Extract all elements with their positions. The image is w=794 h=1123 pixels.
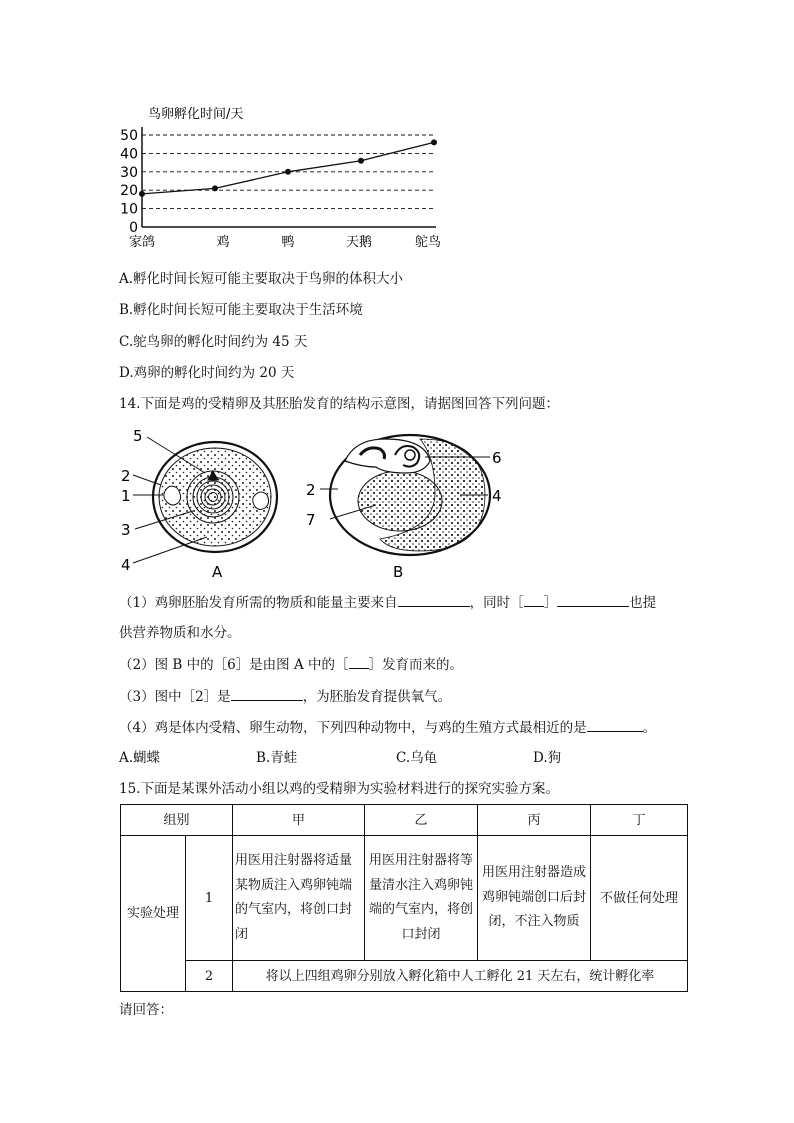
q14-options bbox=[119, 749, 679, 767]
q13-option-a: A.孵化时间长短可能主要取决于鸟卵的体积大小 bbox=[119, 271, 404, 287]
fig-b-label-6: 6 bbox=[492, 449, 502, 467]
header-yi: 乙 bbox=[365, 805, 478, 836]
header-group: 组别 bbox=[121, 805, 233, 836]
y-tick-label: 30 bbox=[120, 164, 138, 181]
series-line bbox=[142, 142, 434, 194]
q14-option-d: D.狗 bbox=[533, 750, 562, 766]
q14-sub1: （1）鸡卵胚胎发育所需的物质和能量主要来自 ，同时［ ］ 也提 bbox=[119, 595, 657, 611]
answer-blank[interactable] bbox=[231, 687, 303, 701]
data-point bbox=[212, 185, 218, 191]
figure-b-embryo bbox=[300, 425, 515, 585]
answer-blank[interactable] bbox=[349, 655, 369, 669]
q14-option-c: C.乌龟 bbox=[396, 750, 438, 766]
x-tick-label: 天鹅 bbox=[345, 235, 373, 250]
fig-a-label-1: 1 bbox=[121, 487, 131, 505]
x-tick-label: 家鸽 bbox=[128, 235, 156, 250]
q15-stem: 15.下面是某课外活动小组以鸡的受精卵为实验材料进行的探究实验方案。 bbox=[119, 781, 559, 797]
cell-bing: 用医用注射器造成鸡卵钝端创口后封闭，不注入物质 bbox=[478, 836, 591, 961]
fig-b-label-2: 2 bbox=[306, 481, 316, 499]
fig-b-label-4: 4 bbox=[492, 487, 502, 505]
q13-option-d: D.鸡卵的孵化时间约为 20 天 bbox=[119, 365, 295, 381]
q14-sub1-cont: 供营养物质和水分。 bbox=[119, 625, 241, 641]
y-axis-title: 鸟卵孵化时间/天 bbox=[148, 107, 244, 122]
x-tick-label: 鸵鸟 bbox=[414, 235, 442, 250]
fig-b-label-7: 7 bbox=[306, 511, 316, 529]
fig-a-caption: A bbox=[212, 563, 223, 581]
hatching-time-chart bbox=[110, 100, 460, 250]
answer-blank[interactable] bbox=[587, 718, 643, 732]
answer-blank[interactable] bbox=[398, 593, 470, 607]
cell-jia: 用医用注射器将适量某物质注入鸡卵钝端的气室内，将创口封闭 bbox=[233, 836, 365, 961]
data-point bbox=[285, 169, 291, 175]
fig-a-label-5: 5 bbox=[133, 427, 143, 445]
q14-option-a: A.蝴蝶 bbox=[119, 750, 161, 766]
q15-tail: 请回答： bbox=[119, 1002, 173, 1018]
fig-a-label-3: 3 bbox=[121, 521, 131, 539]
experiment-table bbox=[120, 804, 688, 992]
cell-ding: 不做任何处理 bbox=[591, 836, 688, 961]
y-tick-label: 20 bbox=[120, 183, 138, 200]
q14-sub4: （4）鸡是体内受精、卵生动物，下列四种动物中，与鸡的生殖方式最相近的是 。 bbox=[119, 720, 657, 736]
q14-option-b: B.青蛙 bbox=[256, 750, 298, 766]
fig-a-label-4: 4 bbox=[121, 556, 131, 574]
q13-option-b: B.孵化时间长短可能主要取决于生活环境 bbox=[119, 302, 363, 318]
answer-blank[interactable] bbox=[557, 593, 629, 607]
header-bing: 丙 bbox=[478, 805, 591, 836]
q14-sub2: （2）图 B 中的［6］是由图 A 中的［ ］发育而来的。 bbox=[119, 657, 464, 673]
x-tick-label: 鸭 bbox=[281, 235, 295, 250]
fig-a-label-2: 2 bbox=[121, 467, 131, 485]
data-point bbox=[139, 191, 145, 197]
header-ding: 丁 bbox=[591, 805, 688, 836]
step-2-text: 将以上四组鸡卵分别放入孵化箱中人工孵化 21 天左右，统计孵化率 bbox=[233, 961, 688, 992]
answer-blank[interactable] bbox=[524, 593, 544, 607]
y-tick-label: 50 bbox=[120, 128, 138, 144]
figure-a-egg bbox=[115, 425, 305, 585]
data-point bbox=[358, 158, 364, 164]
q13-option-c: C.鸵鸟卵的孵化时间约为 45 天 bbox=[119, 334, 308, 350]
step-1: 1 bbox=[186, 836, 233, 961]
q14-sub3: （3）图中［2］是 ，为胚胎发育提供氧气。 bbox=[119, 689, 452, 705]
x-tick-label: 鸡 bbox=[216, 235, 230, 250]
fig-b-caption: B bbox=[393, 563, 404, 581]
step-2: 2 bbox=[186, 961, 233, 992]
cell-yi: 用医用注射器将等量清水注入鸡卵钝端的气室内，将创口封闭 bbox=[365, 836, 478, 961]
y-tick-label: 0 bbox=[129, 220, 138, 236]
data-point bbox=[431, 139, 437, 145]
y-tick-label: 40 bbox=[120, 146, 138, 163]
q14-stem: 14.下面是鸡的受精卵及其胚胎发育的结构示意图，请据图回答下列问题： bbox=[119, 396, 559, 412]
header-jia: 甲 bbox=[233, 805, 365, 836]
y-tick-label: 10 bbox=[120, 201, 138, 218]
row-label-treatment: 实验处理 bbox=[121, 836, 186, 992]
